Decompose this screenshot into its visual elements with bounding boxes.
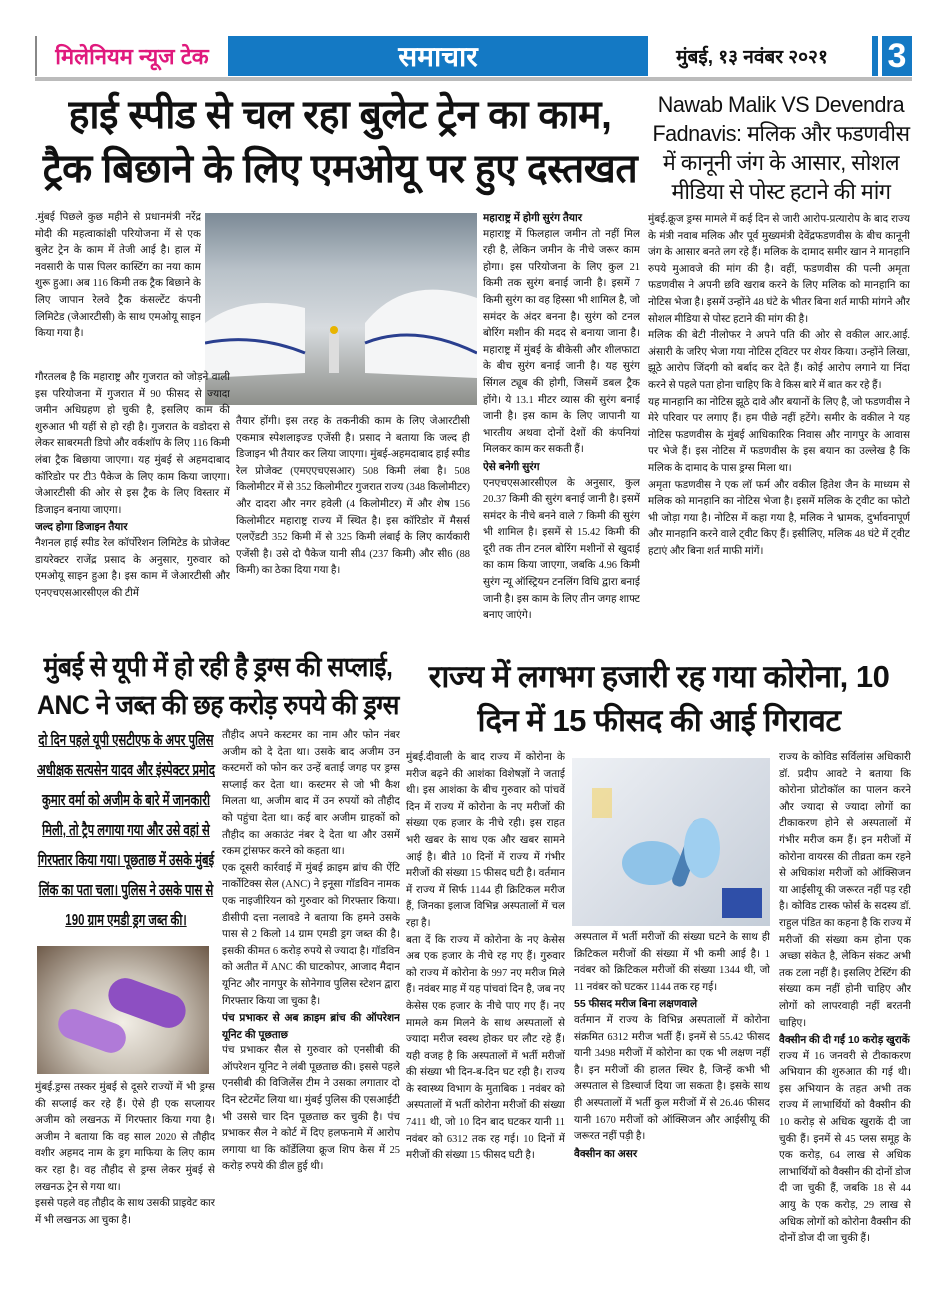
header-divider [35, 77, 912, 81]
paragraph: मलिक की बेटी नीलोफर ने अपने पति की ओर से वकील आर.आई. अंसारी के जरिए भेजा गया नोटिस ट्विटर पर शेयर किया। उन्होंने लिखा, झूठे आरोप जिंदगी को बर्बाद कर देते हैं। कोई आरोप लगाने या निंदा करने से पहले पता होना चाहिए कि वे किस बारे में बात कर रहे हैं। [648, 330, 910, 391]
subheading: 55 फीसद मरीज बिना लक्षणवाले [574, 998, 698, 1011]
subheading: पंच प्रभाकर से अब क्राइम ब्रांच की ऑपरेशन यूनिट की पूछताछ [222, 1012, 400, 1041]
paragraph: गौरतलब है कि महाराष्ट्र और गुजरात को जोड़ने वाली इस परियोजना में गुजरात में 90 फीसद से ज्यादा जमीन अधिग्रहण हो चुकी है, इसलिए काम की शुरुआत भी यहीं से हो रही है। गुजरात के वडोदरा से लेकर साबरमती डिपो और वर्कशॉप के लिए 116 किमी लंबा ट्रैक बिछाया जाएगा। यह मुंबई से अहमदाबाद कॉरिडोर पर टी3 पैकेज के लिए काम किया जाएगा। जेआरटीसी की ओर से इस ट्रैक के लिए विस्तार में डिजाइन बनाया जाएगा। [35, 372, 230, 516]
section-title: समाचार [228, 36, 648, 76]
text-frame [483, 210, 640, 625]
malik-fadnavis-headline [650, 90, 912, 208]
corona-headline [406, 655, 912, 745]
bullet-train-col3 [483, 210, 640, 644]
paragraph: मुंबई.दीवाली के बाद राज्य में कोरोना के मरीज बढ़ने की आशंका विशेषज्ञों ने जताई थी। इस आशंका के बीच गुरुवार को पांचवें दिन में राज्य में कोरोना के नए मरीजों की संख्या एक हजार के नीचे रही। इस राहत भरी खबर के साथ एक और खबर सामने आई है। बीते 10 दिनों में राज्य में गंभीर मरीजों की संख्या 15 फीसद घटी है। वर्तमान में राज्य में सिर्फ 1144 ही क्रिटिकल मरीज हैं, जिनका इलाज विभिन्न अस्पतालों में चल रहा है। [406, 752, 565, 929]
subheading: वैक्सीन की दी गईं 10 करोड़ खुराकें [779, 1034, 910, 1047]
drugs-headline [35, 648, 401, 724]
subheading: महाराष्ट्र में होगी सुरंग तैयार [483, 212, 582, 224]
text-frame [779, 750, 911, 1248]
paragraph: बता दें कि राज्य में कोरोना के नए केसेस अब एक हजार के नीचे रह गए हैं। गुरुवार को राज्य में कोरोना के 997 नए मरीज मिले हैं। नवंबर माह में यह पांचवां दिन है, जब नए केसेस एक हजार के नीचे पाए गए हैं। नए मामले कम मिलने के साथ अस्पतालों से ज्यादा मरीज स्वस्थ होकर घर लौट रहे हैं। यही वजह है कि अस्पतालों में भर्ती मरीजों की संख्या भी दिन-ब-दिन घट रही है। राज्य के स्वास्थ्य विभाग के मुताबिक 1 नवंबर को अस्पतालों में भर्ती कोरोना मरीजों की संख्या 7411 थी, जो 10 दिन बाद घटकर यानी 11 नवंबर को 6312 तक रह गई। 10 दिनों में मरीजों की संख्या 15 फीसद घटी है। [406, 934, 565, 1162]
paragraph: एनएचएसआरसीएल के अनुसार, कुल 20.37 किमी की सुरंग बनाई जानी है। इसमें समंदर के नीचे बनने वाले 7 किमी की सुरंग भी शामिल है। इसमें से 15.42 किमी की दूरी तक तीन टनल बोरिंग मशीनों से खुदाई का काम किया जाएगा, जबकि 4.96 किमी सुरंग न्यू ऑस्ट्रियन टनलिंग विधि द्वारा बनाई जानी है। इस काम के लिए तीन जगह शाफ्ट बनाए जाएंगे। [483, 477, 640, 622]
paragraph: मुंबई.क्रूज ड्रग्स मामले में कई दिन से जारी आरोप-प्रत्यारोप के बाद राज्य के मंत्री नवाब मलिक और पूर्व मुख्यमंत्री देवेंद्रफडणवीस के बीच कानूनी जंग के आसार बनते लग रहे हैं। मलिक के दामाद समीर खान ने मानहानि रुपये मुआवजे की मांग की है। वहीं, फडणवीस की पत्नी अमृता फडणवीस ने अपनी छवि खराब करने के लिए मलिक को मानहानि का नोटिस भेजा है। इसमें उन्होंने 48 घंटे के भीतर बिना शर्त माफी मांगने और सोशल मीडिया से पोस्ट हटाने की मांग की है। [648, 214, 910, 325]
paragraph: नैशनल हाई स्पीड रेल कॉर्पोरेशन लिमिटेड के प्रोजेक्ट डायरेक्टर राजेंद्र प्रसाद के अनुसार, गुरुवार को एमओयू साइन हुआ है। इस काम में जेआरटीसी और एनएचएसआरसीएल की टीमें [35, 537, 230, 599]
paragraph: अस्पताल में भर्ती मरीजों की संख्या घटने के साथ ही क्रिटिकल मरीजों की संख्या में भी कमी आई है। 1 नवंबर को क्रिटिकल मरीजों की संख्या 1344 थी, जो 11 नवंबर को घटकर 1144 तक रह गई। [574, 932, 770, 993]
drugs-col2 [222, 728, 400, 1290]
corona-col2 [574, 930, 770, 1290]
paragraph: राज्य में 16 जनवरी से टीकाकरण अभियान की शुरुआत की गई थी। इस अभियान के तहत अभी तक राज्य में लाभार्थियों को वैक्सीन की 10 करोड़ से अधिक खुराकें दी जा चुकी हैं। इनमें से 45 प्लस समूह के एक करोड़, 64 लाख से अधिक लाभार्थियों को वैक्सीन की दोनों डोज दी जा चुकी हैं, जबकि 18 से 44 आयु के एक करोड़, 29 लाख से अधिक लोगों को कोरोना वैक्सीन की दोनों डोज दी जा चुकी हैं। [779, 1050, 911, 1245]
bullet-train-photo [205, 213, 477, 405]
paragraph: अमृता फडणवीस ने एक लॉ फर्म और वकील हितेश जैन के माध्यम से मलिक को मानहानि का नोटिस भेजा है। इसमें मलिक के ट्वीट का फोटो भी जोड़ा गया है। नोटिस में कहा गया है, मलिक ने भ्रामक, दुर्भावनापूर्ण और मानहानि करने वाले ट्वीट किए हैं। इसीलिए, मलिक 48 घंटे में ट्वीट हटाएं और बिना शर्त माफी मांगें। [648, 479, 910, 557]
paragraph: पंच प्रभाकर सैल से गुरुवार को एनसीबी की ऑपरेशन यूनिट ने लंबी पूछताछ की। इससे पहले एनसीबी की विजिलेंस टीम ने उसका लगातार दो दिन स्टेटमेंट लिया था। मुंबई पुलिस की एसआईटी भी उससे चार दिन पूछताछ कर चुकी है। पंच प्रभाकर सैल ने कोर्ट में दिए हलफनामे में आरोप लगाया था कि कॉर्डेलिया क्रूज शिप केस में 25 करोड़ रुपये की डील हुई थी। [222, 1045, 400, 1173]
subheading: वैक्सीन का असर [574, 1147, 638, 1160]
subheading: ऐसे बनेगी सुरंग [483, 460, 540, 473]
issue-date: मुंबई, १३ नवंबर २०२१ [676, 47, 828, 68]
text-frame [236, 414, 470, 580]
lab-illustration [572, 758, 770, 926]
text-frame [222, 728, 400, 1176]
text-frame: हाई स्पीड से चल रहा बुलेट ट्रेन का काम, ट्रैक बिछाने के लिए एमओयू पर हुए दस्तखत [42, 93, 638, 191]
paragraph: एक दूसरी कार्रवाई में मुंबई क्राइम ब्रांच की ऐंटि नार्कोटिक्स सेल (ANC) ने इनूसा गॉडविन नामक एक नाइजीरियन को गुरुवार को गिरफ्तार किया। डीसीपी दत्ता नलावडे ने बताया कि हमने उसके पास से 2 किलो 14 ग्राम एमडी ड्रग जब्त की है। इसकी कीमत 6 करोड़ रुपये से ज्यादा है। गॉडविन को अतीत में ANC की घाटकोपर, आजाद मैदान यूनिट और नागपुर के सोनेगाव पुलिस स्टेशन द्वारा गिरफ्तार किया जा चुका है। [222, 862, 400, 1007]
bullet-train-headline [40, 88, 640, 206]
paragraph: यह मानहानि का नोटिस झूठे दावे और बयानों के लिए है, जो फडणवीस ने मेरे परिवार पर लगाए हैं। हम पीछे नहीं हटेंगे। समीर के वकील ने यह नोटिस फडणवीस के मुंबई आधिकारिक निवास और नागपुर के आवास पर भेजे हैं। इस नोटिस में फडणवीस के इस बयान का उल्लेख है कि मलिक के दामाद के पास ड्रग्स मिला था। [648, 396, 910, 474]
text-frame [574, 930, 770, 1162]
bullet-train-col1-top [35, 210, 201, 366]
paragraph: वर्तमान में राज्य के विभिन्न अस्पतालों में कोरोना संक्रमित 6312 मरीज भर्ती हैं। इनमें से 55.42 फीसद यानी 3498 मरीजों में कोरोना का एक भी लक्षण नहीं है। इन मरीजों की हालत स्थिर है, जिन्हें कभी भी अस्पताल से डिस्चार्ज दिया जा सकता है। इसके साथ ही अस्पतालों में भर्ती कुल मरीजों में से 26.46 फीसद यानी 1670 मरीजों को ऑक्सिजन और आईसीयू की जरूरत नहीं पड़ी है। [574, 1014, 770, 1143]
text-frame [648, 212, 910, 560]
capsule-illustration [37, 946, 209, 1074]
text-frame [35, 210, 201, 343]
paragraph: मुंबई.ड्रग्स तस्कर मुंबई से दूसरे राज्यों में भी ड्रग्स की सप्लाई कर रहे हैं। ऐसे ही एक सप्लायर अजीम को लखनऊ में गिरफ्तार किया गया है। अजीम ने बताया कि वह साल 2020 से तौहीद वशीर अहमद नाम के ड्रग माफिया के लिए काम कर रहा है। वह तौहीद से ड्रग्स लेकर मुंबई से लखनऊ ट्रेन से गया था। [35, 1082, 215, 1193]
text-frame: मुंबई से यूपी में हो रही है ड्रग्स की सप्लाई, ANC ने जब्त की छह करोड़ रुपये की ड्रग्स [36, 652, 400, 720]
text-frame [406, 750, 565, 1165]
text-frame [35, 1080, 215, 1229]
text-frame: दो दिन पहले यूपी एसटीएफ के अपर पुलिस अधीक्षक सत्यसेन यादव और इंस्पेक्टर प्रमोद कुमार वर्मा को अजीम के बारे में जानकारी मिली, तो ट्रैप लगाया गया और उसे वहां से गिरफ्तार किया गया। पूछताछ में उसके मुंबई लिंक का पता चला। पुलिस ने उसके पास से 190 ग्राम एमडी ड्रग जब्त की। [37, 732, 215, 929]
bullet-train-col2 [236, 414, 470, 644]
train-illustration [205, 213, 477, 405]
malik-fadnavis-body [648, 212, 910, 644]
text-frame: राज्य में लगभग हजारी रह गया कोरोना, 10 दिन में 15 फीसद की आई गिरावट [428, 659, 890, 738]
lab-photo [572, 758, 770, 926]
page-number: 3 [878, 36, 912, 76]
paragraph: महाराष्ट्र में फिलहाल जमीन तो नहीं मिल रही है, लेकिन जमीन के नीचे जरूर काम होगा। इस परियोजना के लिए कुल 21 किमी तक सुरंग बनाई जानी है। इसमें 7 किमी सुरंग का वह हिस्सा भी शामिल है, जो समंदर के अंदर बनना है। सुरंग को टनल बोरिंग मशीन की मदद से बनाया जाना है। महाराष्ट्र में मुंबई के बीकेसी और शीलफाटा के बीच सुरंग बनाई जानी है। यह सुरंग सिंगल ट्यूब की होगी, जिसमें डबल ट्रैक होंगे। ये 13.1 मीटर व्यास की सुरंग बनाई जानी है। इस काम के लिए जापानी या भारतीय अथवा दोनों देशों की कंपनियां मिलकर काम कर सकती हैं। [483, 228, 640, 456]
subheading: जल्द होगा डिजाइन तैयार [35, 521, 128, 534]
corona-col1 [406, 750, 565, 1290]
paragraph: इससे पहले वह तौहीद के साथ उसकी प्राइवेट कार में भी लखनऊ आ चुका है। [35, 1198, 215, 1226]
corona-col3 [779, 750, 911, 1290]
text-frame [35, 370, 230, 602]
paragraph: तैयार होंगी। इस तरह के तकनीकी काम के लिए जेआरटीसी एकमात्र स्पेशलाइज्ड एजेंसी है। प्रसाद ने बताया कि जल्द ही डिजाइन भी तैयार कर लिया जाएगा। मुंबई-अहमदाबाद हाई स्पीड रेल प्रोजेक्ट (एमएएचएसआर) 508 किमी लंबा है। 508 किलोमीटर में से 352 किलोमीटर गुजरात राज्य (348 किलोमीटर) और दादरा और नगर हवेली (4 किलोमीटर) में और शेष 156 किलोमीटर महाराष्ट्र राज्य में स्थित है। इस कॉरिडोर में मैसर्स एलऐंडटी 352 किमी में से 325 किमी लंबाई के लिए कार्यकारी एजेंसी है। उसे दो पैकेज यानी सी4 (237 किमी) और सी6 (88 किमी) का ठेका दिया गया है। [236, 416, 470, 577]
paragraph: राज्य के कोविड सर्विलांस अधिकारी डॉ. प्रदीप आवटे ने बताया कि कोरोना प्रोटोकॉल का पालन करने और ज्यादा से ज्यादा लोगों का टीकाकरण होने से अस्पतालों में गंभीर मरीज कम हैं। इन मरीजों में कोरोना वायरस की तीव्रता कम रहने से अधिकांश मरीजों को ऑक्सिजन या आईसीयू की जरूरत नहीं पड़ रही है। कोविड टास्क फोर्स के सदस्य डॉ. राहुल पंडित का कहना है कि राज्य में मरीजों की संख्या कम होना एक अच्छा संकेत है, लेकिन संकट अभी तक टला नहीं है। इसलिए टेस्टिंग की संख्या कम नहीं होनी चाहिए और लोगों को लापरवाही नहीं बरतनी चाहिए। [779, 752, 911, 1029]
bullet-train-col1 [35, 370, 230, 644]
masthead-logo: मिलेनियम न्यूज टेक [35, 36, 227, 76]
drugs-highlight [36, 726, 216, 940]
text-frame: Nawab Malik VS Devendra Fadnavis: मलिक और फडणवीस में कानूनी जंग के आसार, सोशल मीडिया से पोस्ट हटाने की मांग [652, 92, 910, 204]
drugs-photo [37, 946, 209, 1074]
paragraph: .मुंबई पिछले कुछ महीने से प्रधानमंत्री नरेंद्र मोदी की महत्वाकांक्षी परियोजना में से एक बुलेट ट्रेन के काम में तेजी आई है। हाल में नवसारी के पास पिलर कास्टिंग का नया काम शुरू हुआ। अब 116 किमी तक ट्रैक बिछाने के लिए जापान रेलवे ट्रैक कंसल्टेंट कंपनी लिमिटेड (जेआरटीसी) के साथ एमओयू साइन किया गया है। [35, 212, 201, 340]
paragraph: तौहीद अपने कस्टमर का नाम और फोन नंबर अजीम को दे देता था। उसके बाद अजीम उन कस्टमरों को फोन कर उन्हें बताई जगह पर ड्रग्स सप्लाई कर देता था। कस्टमर से जो भी कैश मिलता था, अजीम बाद में उन रुपयों को तौहीद को पहुंचा देता था। कई बार अजीम ग्राहकों को तौहीद का अकाउंट नंबर दे देता था और उसमें रकम ट्रांसफर करने को कहता था। [222, 730, 400, 858]
drugs-col1 [35, 1080, 215, 1290]
